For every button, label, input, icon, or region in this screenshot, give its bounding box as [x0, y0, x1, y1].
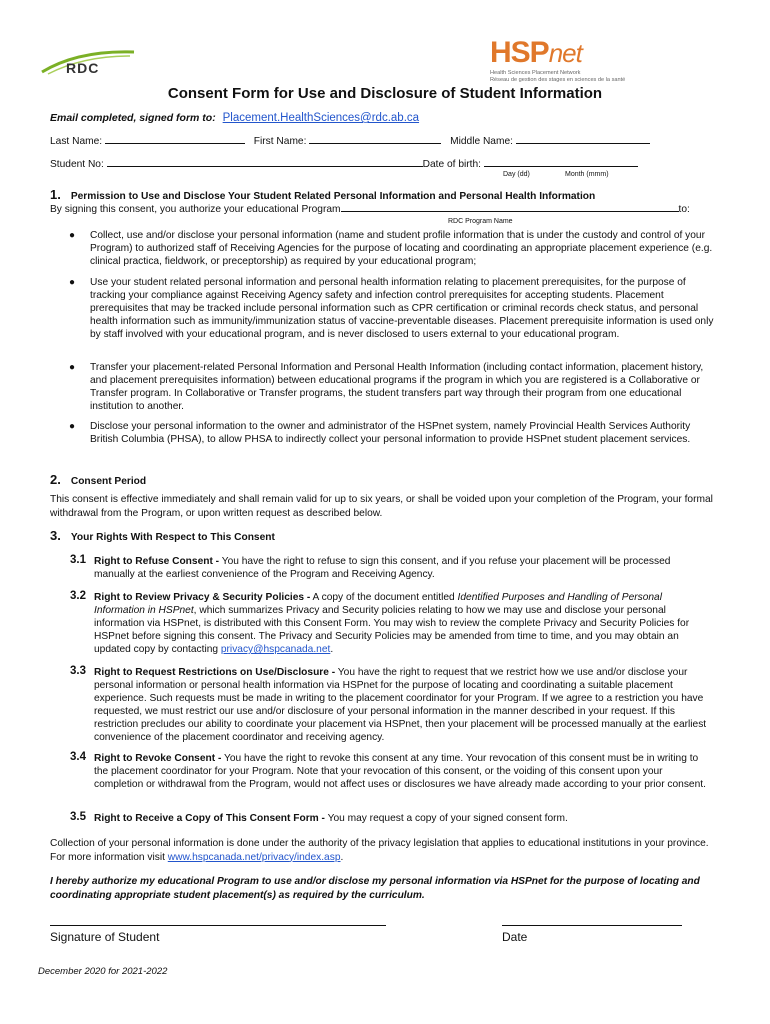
- first-name-label: First Name:: [253, 136, 307, 147]
- right-3-5-number: 3.5: [70, 811, 86, 823]
- program-name-hint: RDC Program Name: [448, 218, 513, 225]
- program-name-field[interactable]: [341, 202, 679, 212]
- bullet-icon: ●: [69, 230, 76, 241]
- right-3-2-text-a: A copy of the document entitled: [310, 592, 458, 603]
- right-3-1-number: 3.1: [70, 554, 86, 566]
- right-3-3-text: You have the right to request that we restrict how we use and/or disclose your personal information or personal health information via HSPnet for the purpose of locating and coordinating a suitable placement experience. Such requests must be made in writing to the placement coordinator for your Program. If we agree to a restriction you have requested, we must restrict our use and/or disclosure of your personal information in the manner described in your request. If this restriction precludes our ability to coordinate your placement via HSPnet, then your placement will be processed manually at the earliest convenience of the placement coordinator and receiving agency.: [94, 667, 707, 744]
- collection-text: Collection of your personal information is done under the authority of the privacy legislation that applies to educational institutions in your province. For more information visit: [50, 838, 709, 863]
- student-no-label: Student No:: [50, 159, 104, 170]
- hsp-logo-sub-fr: Réseau de gestion des stages en sciences de la santé: [490, 77, 626, 83]
- bullet-text: Transfer your placement-related Personal Information and Personal Health Information (including contact information, placement history, and placement prerequisites information) between educational programs if the program in which you are registered is a Collaborative or Transfer program. In Collaborative or Transfer programs, the student transfers part way through their program from one educational institution to another.: [90, 362, 704, 413]
- right-3-1: [70, 554, 714, 581]
- email-label: Email completed, signed form to:: [50, 112, 216, 124]
- date-label: Date: [502, 930, 528, 944]
- right-3-4-title: Right to Revoke Consent -: [94, 753, 222, 764]
- section-1-bullet: [69, 361, 715, 413]
- right-3-2-number: 3.2: [70, 590, 86, 602]
- right-3-2: [70, 590, 714, 656]
- section-1-intro-row: [50, 202, 690, 216]
- middle-name-field[interactable]: [516, 134, 650, 144]
- right-3-2-end: .: [330, 644, 334, 656]
- last-name-label: Last Name:: [50, 136, 103, 147]
- student-no-row: [50, 157, 638, 171]
- section-2-title: Consent Period: [70, 476, 147, 487]
- dob-label: Date of birth:: [422, 159, 481, 170]
- hsp-logo-main: HSP: [490, 36, 549, 69]
- rdc-logo: [38, 46, 138, 82]
- right-3-3-title: Right to Request Restrictions on Use/Disclosure -: [94, 667, 336, 678]
- right-3-5: [70, 811, 714, 825]
- section-1-bullet: [69, 420, 715, 446]
- section-1-bullet: [69, 276, 715, 341]
- bullet-icon: ●: [69, 421, 76, 432]
- authorization-statement: I hereby authorize my educational Program to use and/or disclose my personal information via HSPnet for the purpose of locating and coordinating appropriate student placement(s) as required by the curriculum.: [50, 876, 700, 901]
- dob-day-hint: Day (dd): [503, 171, 530, 178]
- bullet-text: Collect, use and/or disclose your personal information (name and student profile information that is under the custody and control of your Program) to authorized staff of Receiving Agencies for the purpose of locating and coordinating an appropriate placement experience (e.g. clinical practica, fieldwork, or preceptorship) as required by your educational program;: [90, 230, 713, 268]
- right-3-5-text: You may request a copy of your signed consent form.: [324, 813, 568, 824]
- hsp-logo-net: net: [548, 38, 582, 68]
- first-name-field[interactable]: [309, 134, 441, 144]
- right-3-2-title: Right to Review Privacy & Security Policies -: [94, 592, 311, 603]
- footer-version: December 2020 for 2021-2022: [38, 966, 168, 977]
- collection-end: .: [340, 851, 344, 863]
- dob-month-hint: Month (mmm): [565, 171, 609, 178]
- section-1-title: Permission to Use and Disclose Your Student Related Personal Information and Personal Health Information: [70, 191, 596, 202]
- section-1-intro: By signing this consent, you authorize your educational Program: [50, 204, 341, 215]
- email-link[interactable]: Placement.HealthSciences@rdc.ab.ca: [222, 112, 420, 124]
- bullet-text: Use your student related personal information and personal health information relating to placement prerequisites, for the purpose of tracking your compliance against Receiving Agency safety and infection control prerequisites for accepting students. Placement prerequisites that may be tracked include personal information such as CPR certification or criminal records check status, and personal health information such as immunity/immunization status of vaccine-preventable diseases. Placement prerequisite information is used only by staff involved with your educational program, and is never disclosed to users external to your educational program.: [90, 277, 714, 341]
- right-3-1-text: You have the right to refuse to sign this consent, and if you refuse your placement will be processed manually at the earliest convenience of the Program and Receiving Agency.: [94, 556, 671, 581]
- student-no-field[interactable]: [107, 157, 423, 167]
- hspnet-logo: [488, 36, 638, 86]
- section-2-number: 2.: [50, 472, 61, 487]
- right-3-2-text-b: , which summarizes Privacy and Security policies relating to how we may use and disclose your personal information via HSPnet, is distributed with this Consent Form. You may wish to review the complete Privacy and Security Policies for HSPnet before signing this consent. The Privacy and Security Policies may be amended from time to time, and you may obtain an updated copy by contacting: [94, 605, 690, 656]
- right-3-1-title: Right to Refuse Consent -: [94, 556, 220, 567]
- privacy-email-link[interactable]: privacy@hspcanada.net: [220, 644, 331, 656]
- section-3-number: 3.: [50, 528, 61, 543]
- collection-notice: [50, 837, 720, 864]
- middle-name-label: Middle Name:: [450, 136, 513, 147]
- section-1-number: 1.: [50, 187, 61, 202]
- section-2-text: This consent is effective immediately and shall remain valid for up to six years, or shall be voided upon your completion of the Program, your formal withdrawal from the Program, or upon written request as described below.: [50, 494, 713, 519]
- signature-label: Signature of Student: [50, 930, 160, 944]
- email-row: [50, 112, 419, 124]
- right-3-4: [70, 751, 714, 791]
- rdc-logo-text: RDC: [66, 60, 100, 76]
- signature-date-field[interactable]: [502, 925, 682, 926]
- student-signature-field[interactable]: [50, 925, 386, 926]
- section-1-bullet: [69, 229, 715, 268]
- dob-field[interactable]: [484, 157, 638, 167]
- right-3-4-text: You have the right to revoke this consent at any time. Your revocation of this consent must be in writing to the placement coordinator for your Program. Note that your revocation of this consent, or the voiding of this consent upon your completion or withdrawal from the Program, would not affect uses or disclosures we have already made according to your prior consent.: [94, 753, 706, 791]
- section-3-heading: [50, 527, 275, 545]
- last-name-field[interactable]: [105, 134, 245, 144]
- bullet-icon: ●: [69, 277, 76, 288]
- bullet-text: Disclose your personal information to the owner and administrator of the HSPnet system, namely Provincial Health Services Authority British Columbia (PHSA), to allow PHSA to indirectly collect your personal information to provide HSPnet student placement services.: [90, 421, 691, 446]
- right-3-4-number: 3.4: [70, 751, 86, 763]
- section-2-heading: [50, 471, 146, 489]
- bullet-icon: ●: [69, 362, 76, 373]
- privacy-page-link[interactable]: www.hspcanada.net/privacy/index.asp: [167, 851, 341, 863]
- page-title: Consent Form for Use and Disclosure of Student Information: [167, 85, 603, 102]
- section-3-title: Your Rights With Respect to This Consent: [70, 532, 275, 543]
- right-3-3-number: 3.3: [70, 665, 86, 677]
- right-3-2-italic: Identified Purposes and Handling of Personal Information in HSPnet: [94, 592, 662, 617]
- right-3-3: [70, 665, 714, 745]
- hsp-logo-sub-en: Health Sciences Placement Network: [490, 70, 581, 76]
- right-3-5-title: Right to Receive a Copy of This Consent Form -: [94, 813, 325, 824]
- name-fields-row: [50, 134, 650, 148]
- to-label: to:: [678, 204, 690, 215]
